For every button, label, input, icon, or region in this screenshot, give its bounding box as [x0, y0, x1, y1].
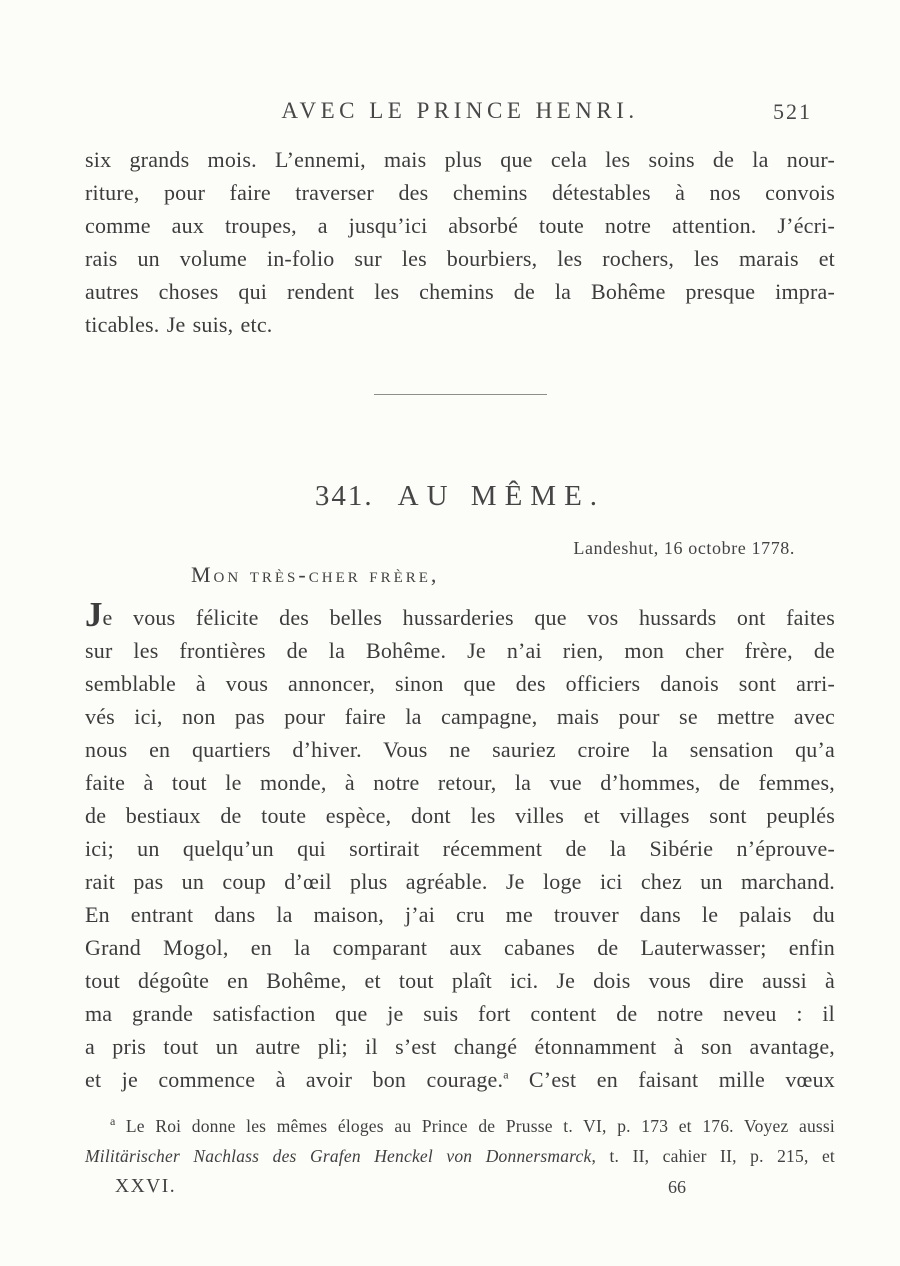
sheet-number: 66	[668, 1177, 686, 1197]
text-segment: et je commence à avoir bon courage.	[85, 1067, 504, 1092]
letter-body	[85, 595, 836, 1096]
text-segment: e vous félicite des belles hussarderies que vos hussards ont faites	[102, 605, 835, 630]
text-segment: C’est en faisant mille vœux	[508, 1067, 836, 1092]
salutation: Mon très-cher frère,	[191, 562, 440, 587]
page-footer	[85, 1175, 835, 1201]
text-line: riture, pour faire traverser des chemins détestables à nos convois	[85, 180, 835, 205]
text-line: rait pas un coup d’œil plus agréable. Je loge ici chez un marchand.	[85, 869, 835, 894]
letter-number: 341.	[314, 480, 374, 512]
footnote	[85, 1111, 835, 1171]
text-line: sur les frontières de la Bohême. Je n’ai rien, mon cher frère, de	[85, 638, 835, 663]
letter-heading	[85, 478, 835, 514]
text-line: comme aux troupes, a jusqu’ici absorbé toute notre attention. J’écri-	[85, 213, 835, 238]
text-line: semblable à vous annoncer, sinon que des officiers danois sont arri-	[85, 671, 835, 696]
running-header	[85, 97, 835, 124]
letter-title: AU MÊME.	[397, 480, 606, 512]
footnote-reference-marker: a	[503, 1067, 509, 1082]
dateline: Landeshut, 16 octobre 1778.	[573, 538, 795, 558]
text-line: nous en quartiers d’hiver. Vous ne sauriez croire la sensation qu’a	[85, 737, 835, 762]
text-line: rais un volume in-folio sur les bourbiers, les rochers, les marais et	[85, 246, 835, 271]
text-line: ticables. Je suis, etc.	[85, 312, 273, 337]
footnote-line	[85, 1111, 835, 1141]
text-segment: , t. II, cahier II, p. 215, et	[591, 1146, 835, 1166]
text-line	[85, 1063, 835, 1096]
text-line: Grand Mogol, en la comparant aux cabanes de Lauterwasser; enfin	[85, 935, 835, 960]
text-line	[85, 595, 835, 634]
text-line: de bestiaux de toute espèce, dont les villes et villages sont peuplés	[85, 803, 835, 828]
book-title-italic: Militärischer Nachlass des Grafen Henckel von Donnersmarck	[85, 1146, 592, 1166]
running-header-title: AVEC LE PRINCE HENRI.	[281, 98, 639, 123]
section-divider	[374, 394, 547, 395]
footnote-line	[85, 1141, 835, 1171]
text-line: a pris tout un autre pli; il s’est changé étonnamment à son avantage,	[85, 1034, 835, 1059]
text-line: autres choses qui rendent les chemins de la Bohême presque impra-	[85, 279, 835, 304]
text-line: ici; un quelqu’un qui sortirait récemment de la Sibérie n’éprouve-	[85, 836, 835, 861]
page-number: 521	[773, 99, 812, 124]
volume-signature-mark: XXVI.	[115, 1176, 177, 1197]
initial-capital: J	[85, 595, 103, 634]
text-line: six grands mois. L’ennemi, mais plus que cela les soins de la nour-	[85, 147, 835, 172]
text-segment: Le Roi donne les mêmes éloges au Prince de Prusse t. VI, p. 173 et 176. Voyez aussi	[115, 1116, 835, 1136]
text-line: En entrant dans la maison, j’ai cru me trouver dans le palais du	[85, 902, 835, 927]
text-line: tout dégoûte en Bohême, et tout plaît ici. Je dois vous dire aussi à	[85, 968, 835, 993]
text-line: ma grande satisfaction que je suis fort content de notre neveu : il	[85, 1001, 835, 1026]
paragraph-continuation	[85, 143, 835, 341]
text-line: vés ici, non pas pour faire la campagne, mais pour se mettre avec	[85, 704, 835, 729]
footnote-marker: a	[110, 1114, 116, 1129]
text-line: faite à tout le monde, à notre retour, la vue d’hommes, de femmes,	[85, 770, 835, 795]
